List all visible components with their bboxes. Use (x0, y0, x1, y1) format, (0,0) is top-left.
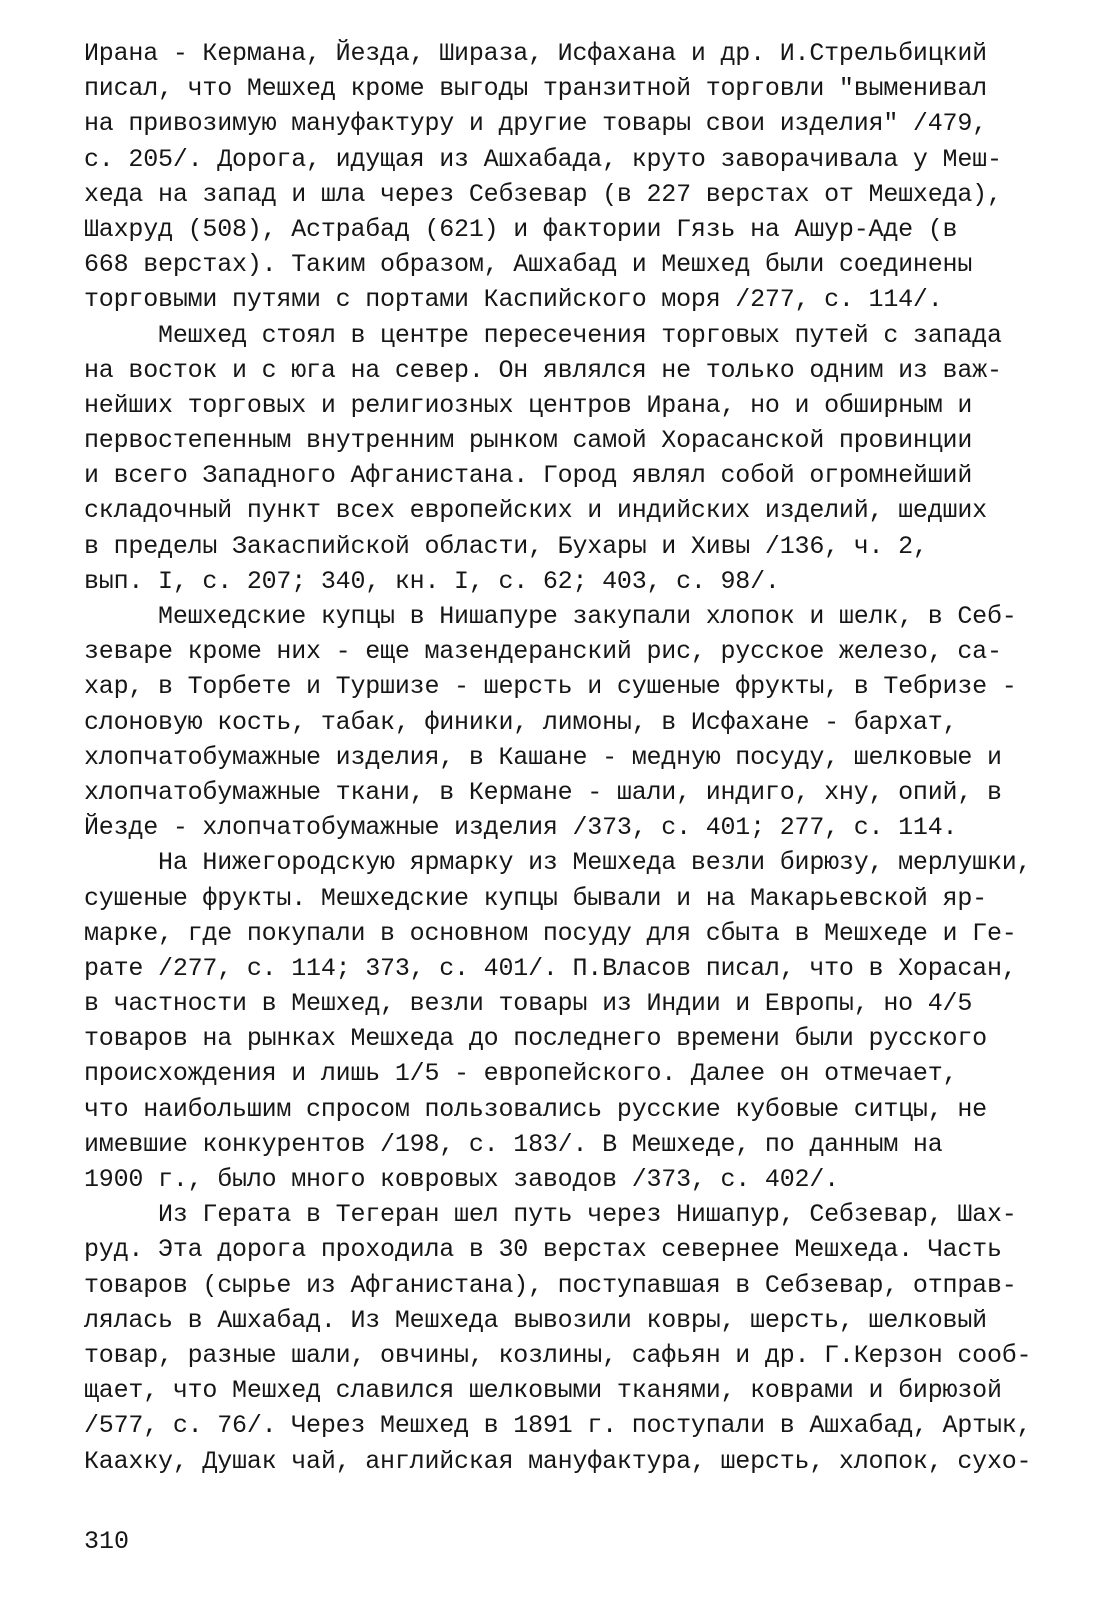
text-line: имевшие конкурентов /198, с. 183/. В Мешхеде, по данным на (84, 1129, 943, 1159)
text-line: торговыми путями с портами Каспийского моря /277, с. 114/. (84, 285, 943, 315)
text-line: лялась в Ашхабад. Из Мешхеда вывозили ковры, шерсть, шелковый (84, 1305, 987, 1335)
text-line: нейших торговых и религиозных центров Ирана, но и обширным и (84, 390, 973, 420)
text-line: на восток и с юга на север. Он являлся не только одним из важ- (84, 355, 1002, 385)
text-line: складочный пункт всех европейских и индийских изделий, шедших (84, 496, 987, 526)
text-line: на привозимую мануфактуру и другие товары свои изделия" /479, (84, 109, 987, 139)
text-line: с. 205/. Дорога, идущая из Ашхабада, круто заворачивала у Меш- (84, 144, 1002, 174)
text-line: На Нижегородскую ярмарку из Мешхеда везли бирюзу, мерлушки, (84, 848, 1032, 878)
text-line: слоновую кость, табак, финики, лимоны, в Исфахане - бархат, (84, 707, 958, 737)
text-line: хлопчатобумажные изделия, в Кашане - медную посуду, шелковые и (84, 742, 1002, 772)
body-text (84, 36, 1044, 1479)
text-line: в пределы Закаспийской области, Бухары и Хивы /136, ч. 2, (84, 531, 928, 561)
text-line: писал, что Мешхед кроме выгоды транзитной торговли "выменивал (84, 74, 987, 104)
text-line: товаров (сырье из Афганистана), поступавшая в Себзевар, отправ- (84, 1270, 1017, 1300)
text-line: /577, с. 76/. Через Мешхед в 1891 г. поступали в Ашхабад, Артык, (84, 1411, 1032, 1441)
text-line: хлопчатобумажные ткани, в Кермане - шали, индиго, хну, опий, в (84, 777, 1002, 807)
text-line: и всего Западного Афганистана. Город являл собой огромнейший (84, 461, 973, 491)
text-line: сушеные фрукты. Мешхедские купцы бывали и на Макарьевской яр- (84, 883, 987, 913)
text-line: Из Герата в Тегеран шел путь через Нишапур, Себзевар, Шах- (84, 1200, 1017, 1230)
text-line: 1900 г., было много ковровых заводов /373, с. 402/. (84, 1165, 839, 1194)
text-line: зеваре кроме них - еще мазендеранский рис, русское железо, са- (84, 637, 1002, 667)
text-line: щает, что Мешхед славился шелковыми тканями, коврами и бирюзой (84, 1376, 1002, 1406)
text-line: Йезде - хлопчатобумажные изделия /373, с. 401; 277, с. 114. (84, 813, 958, 843)
text-line: Каахку, Душак чай, английская мануфактура, шерсть, хлопок, сухо- (84, 1446, 1032, 1476)
text-line: марке, где покупали в основном посуду для сбыта в Мешхеде и Ге- (84, 918, 1017, 948)
text-line: рате /277, с. 114; 373, с. 401/. П.Власов писал, что в Хорасан, (84, 953, 1017, 983)
text-line: 668 верстах). Таким образом, Ашхабад и Мешхед были соединены (84, 250, 973, 280)
text-line: Мешхед стоял в центре пересечения торговых путей с запада (84, 320, 1002, 350)
text-line: происхождения и лишь 1/5 - европейского. Далее он отмечает, (84, 1059, 958, 1089)
text-line: товар, разные шали, овчины, козлины, сафьян и др. Г.Керзон сооб- (84, 1340, 1032, 1370)
page-number: 310 (84, 1527, 130, 1556)
text-line: первостепенным внутренним рынком самой Хорасанской провинции (84, 426, 973, 456)
text-line: товаров на рынках Мешхеда до последнего времени были русского (84, 1024, 987, 1054)
text-line: хеда на запад и шла через Себзевар (в 227 верстах от Мешхеда), (84, 179, 1002, 209)
text-line: хар, в Торбете и Туршизе - шерсть и сушеные фрукты, в Тебризе - (84, 672, 1017, 702)
text-line: Ирана - Кермана, Йезда, Шираза, Исфахана и др. И.Стрельбицкий (84, 39, 987, 68)
text-line: руд. Эта дорога проходила в 30 верстах севернее Мешхеда. Часть (84, 1235, 1002, 1265)
text-line: вып. I, с. 207; 340, кн. I, с. 62; 403, с. 98/. (84, 566, 780, 596)
text-line: в частности в Мешхед, везли товары из Индии и Европы, но 4/5 (84, 989, 973, 1019)
text-line: Мешхедские купцы в Нишапуре закупали хлопок и шелк, в Себ- (84, 602, 1017, 631)
text-line: что наибольшим спросом пользовались русские кубовые ситцы, не (84, 1094, 987, 1124)
text-line: Шахруд (508), Астрабад (621) и фактории Гязь на Ашур-Аде (в (84, 214, 958, 244)
